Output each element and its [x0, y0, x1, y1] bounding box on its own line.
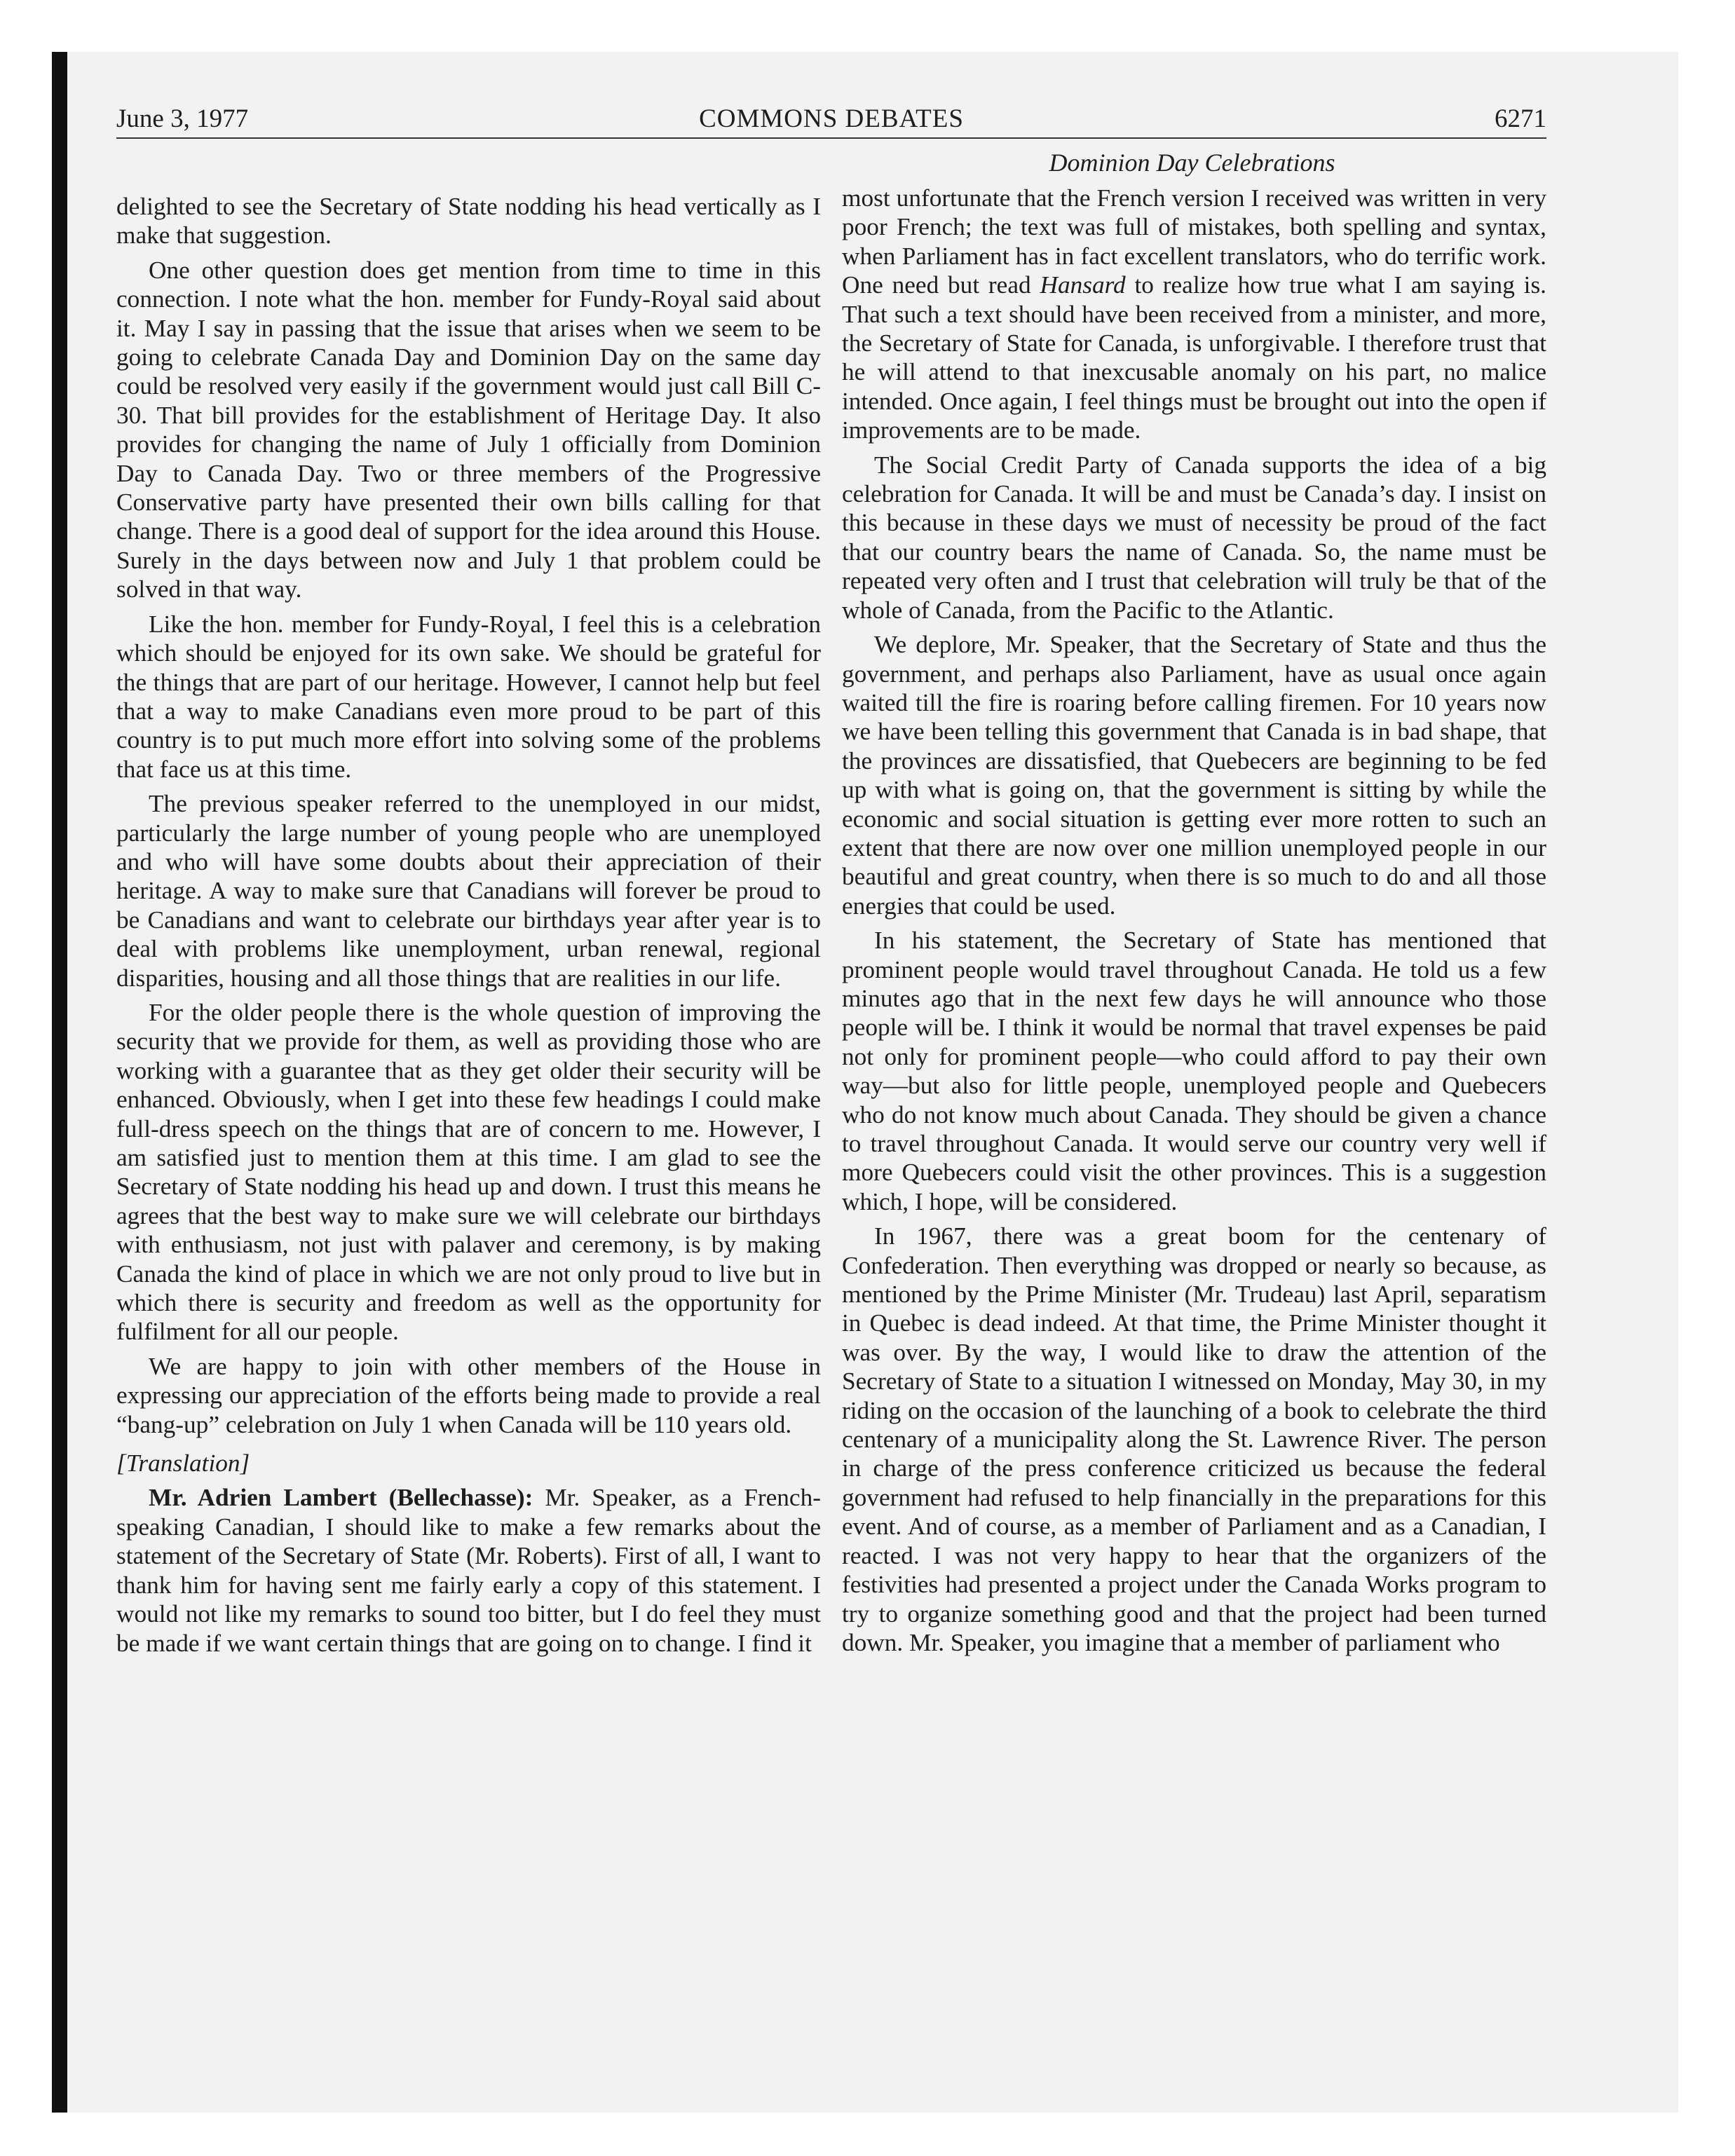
paragraph: For the older people there is the whole question of improving the security that we provide for them, as well as providing those who are working with a guarantee that as they get older their security will be enhanced. Obviously, when I get into these few headings I could make full-dress speech on the things that are of concern to me. However, I am satisfied just to mention them at this time. I am glad to see the Secretary of State nodding his head up and down. I trust this means he agrees that the best way to make sure we will celebrate our birthdays with enthusiasm, not just with palaver and ceremony, is by making Canada the kind of place in which we are not only proud to live but in which there is security and freedom as well as the opportunity for fulfilment for all our people.: [116, 998, 821, 1346]
paragraph: [116, 1483, 821, 1657]
paragraph: delighted to see the Secretary of State nodding his head vertically as I make that suggestion.: [116, 193, 821, 250]
paragraph: In his statement, the Secretary of State has mentioned that prominent people would travel throughout Canada. He told us a few minutes ago that in the next few days he will announce who those people will be. I think it would be normal that travel expenses be paid not only for prominent people—who could afford to pay their own way—but also for little people, unemployed people and Quebecers who do not know much about Canada. They should be given a chance to travel throughout Canada. It would serve our country very well if more Quebecers could visit the other provinces. This is a suggestion which, I hope, will be considered.: [842, 927, 1546, 1215]
paragraph: We are happy to join with other members of the House in expressing our appreciation of the efforts being made to provide a real “bang-up” celebration on July 1 when Canada will be 110 years old.: [116, 1352, 821, 1438]
speaker-name: Mr. Adrien Lambert (Bellechasse):: [149, 1484, 533, 1512]
paragraph: In 1967, there was a great boom for the centenary of Confederation. Then everything was dropped or nearly so because, as mentioned by the Prime Minister (Mr. Trudeau) last April, separatism in Quebec is dead indeed. At that time, the Prime Minister thought it was over. By the way, I would like to draw the attention of the Secretary of State to a situation I witnessed on Monday, May 30, in my riding on the occasion of the launching of a book to celebrate the third centenary of a municipality along the St. Lawrence River. The person in charge of the press conference criticized us because the federal government had refused to help financially in the preparations for this event. And of course, as a member of Parliament and as a Canadian, I reacted. I was not very happy to hear that the organizers of the festivities had presented a project under the Canada Works program to try to organize something good and that the project had been turned down. Mr. Speaker, you imagine that a member of parliament who: [842, 1222, 1546, 1656]
section-title: Dominion Day Celebrations: [1049, 149, 1335, 177]
header-title: COMMONS DEBATES: [699, 104, 964, 133]
paragraph-text: most unfortunate that the French version I received was written in very poor French; the text was full of mistakes, both spelling and syntax, when Parliament has in fact excellent translators, who do terrific work. One need but read: [842, 184, 1546, 299]
paragraph: One other question does get mention from time to time in this connection. I note what the hon. member for Fundy-Royal said about it. May I say in passing that the issue that arises when we seem to be going to celebrate Canada Day and Dominion Day on the same day could be resolved very easily if the government would just call Bill C-30. That bill provides for the establishment of Heritage Day. It also provides for changing the name of July 1 officially from Dominion Day to Canada Day. Two or three members of the Progressive Conservative party have presented their own bills calling for that change. There is a good deal of support for the idea around this House. Surely in the days between now and July 1 that problem could be solved in that way.: [116, 256, 821, 603]
page-number: 6271: [1495, 104, 1546, 133]
paragraph: [842, 184, 1546, 445]
paragraph: The previous speaker referred to the unemployed in our midst, particularly the large number of young people who are unemployed and who will have some doubts about their appreciation of their heritage. A way to make sure that Canadians will forever be proud to be Canadians and want to celebrate our birthdays year after year is to deal with problems like unemployment, urban renewal, regional disparities, housing and all those things that are realities in our life.: [116, 790, 821, 992]
right-column: [842, 184, 1546, 1663]
paragraph: The Social Credit Party of Canada supports the idea of a big celebration for Canada. It will be and must be Canada’s day. I insist on this because in these days we must of necessity be proud of the fact that our country bears the name of Canada. So, the name must be repeated very often and I trust that celebration will truly be that of the whole of Canada, from the Pacific to the Atlantic.: [842, 451, 1546, 624]
page-header: [116, 104, 1546, 139]
paragraph-text: to realize how true what I am saying is. That such a text should have been received from a minister, and more, the Secretary of State for Canada, is unforgivable. I therefore trust that he will attend to that inexcusable anomaly on his part, no malice intended. Once again, I feel things must be brought out into the open if improvements are to be made.: [842, 271, 1546, 444]
left-column: [116, 192, 821, 1663]
translation-tag: [116, 1449, 821, 1478]
translation-tag-text: [Translation]: [116, 1449, 250, 1478]
italic-term: Hansard: [1040, 271, 1126, 299]
paragraph: Like the hon. member for Fundy-Royal, I feel this is a celebration which should be enjoyed for its own sake. We should be grateful for the things that are part of our heritage. However, I cannot help but feel that a way to make Canadians even more proud to be part of this country is to put much more effort into solving some of the problems that face us at this time.: [116, 610, 821, 783]
header-date: June 3, 1977: [116, 104, 249, 133]
scan-edge-shadow: [52, 52, 67, 2113]
speech-text: Mr. Speaker, as a French-speaking Canadian, I should like to make a few remarks about the statement of the Secretary of State (Mr. Roberts). First of all, I want to thank him for having sent me fairly early a copy of this statement. I would not like my remarks to sound too bitter, but I do feel they must be made if we want certain things that are going on to change. I find it: [116, 1484, 821, 1657]
paragraph: We deplore, Mr. Speaker, that the Secretary of State and thus the government, and perhaps also Parliament, have as usual once again waited till the fire is roaring before calling firemen. For 10 years now we have been telling this government that Canada is in bad shape, that the provinces are dissatisfied, that Quebecers are beginning to be fed up with what is going on, that the government is sitting by while the economic and social situation is getting ever more rotten to such an extent that there are now over one million unemployed people in our beautiful and great country, when there is so much to do and all those energies that could be used.: [842, 631, 1546, 920]
